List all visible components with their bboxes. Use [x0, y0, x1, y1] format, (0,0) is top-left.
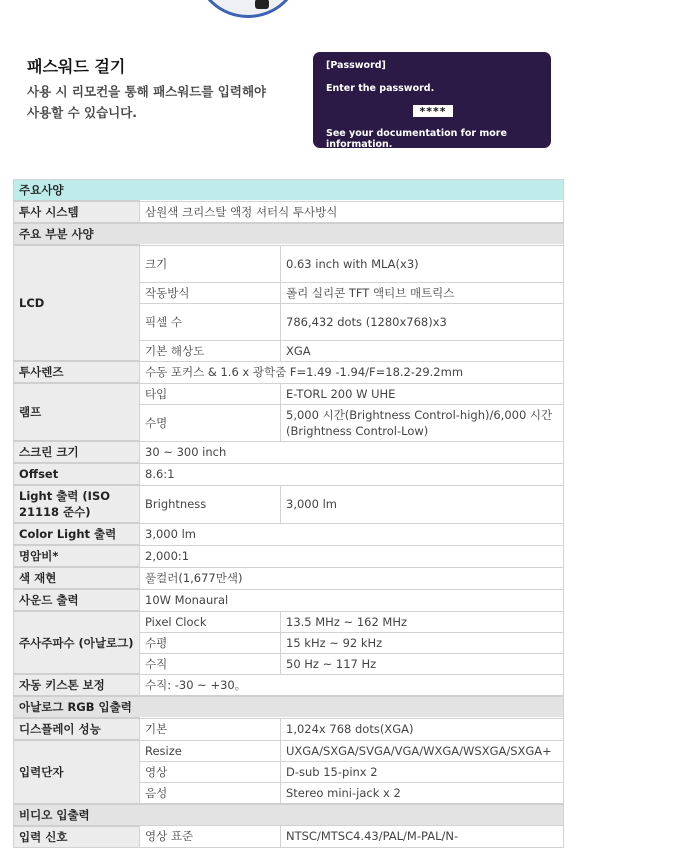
row-value: 15 kHz ~ 92 kHz: [281, 632, 564, 653]
row-value: Stereo mini-jack x 2: [281, 782, 564, 804]
password-screen-masked: ****: [413, 105, 453, 117]
row-value: 3,000 lm: [281, 485, 564, 523]
row-label: 주사주파수 (아날로그): [14, 611, 140, 674]
row-value: 풀컬러(1,677만색): [140, 567, 564, 589]
row-value: D-sub 15-pinx 2: [281, 761, 564, 782]
table-row: [14, 718, 564, 740]
row-sublabel: 타입: [140, 383, 281, 404]
table-row: [14, 740, 564, 761]
section-title: 주요 부분 사양: [14, 223, 564, 245]
row-value: 삼원색 크리스탈 액정 셔터식 투사방식: [140, 201, 564, 223]
password-screen-header: [Password]: [326, 60, 386, 71]
table-row: [14, 245, 564, 282]
spec-section-header: [14, 696, 564, 718]
table-row: [14, 523, 564, 545]
spec-table: [13, 179, 564, 848]
row-label: 자동 키스톤 보정: [14, 674, 140, 696]
row-label: 입력 신호: [14, 826, 140, 848]
row-label: 스크린 크기: [14, 441, 140, 463]
password-screen-prompt: Enter the password.: [326, 83, 435, 94]
row-value: 폴리 실리콘 TFT 액티브 매트릭스: [281, 282, 564, 303]
row-value: 50 Hz ~ 117 Hz: [281, 653, 564, 674]
row-value: 8.6:1: [140, 463, 564, 485]
projector-image: [196, 0, 300, 18]
row-label: 색 재현: [14, 567, 140, 589]
row-label: 디스플레이 성능: [14, 718, 140, 740]
row-value: 786,432 dots (1280x768)x3: [281, 303, 564, 340]
row-value: UXGA/SXGA/SVGA/VGA/WXGA/WSXGA/SXGA+: [281, 740, 564, 761]
table-row: [14, 201, 564, 223]
projector-lens: [255, 0, 269, 9]
spec-section-header: [14, 804, 564, 826]
row-sublabel: 영상: [140, 761, 281, 782]
row-sublabel: 수직: [140, 653, 281, 674]
section-title: 아날로그 RGB 입출력: [14, 696, 564, 718]
table-row: [14, 545, 564, 567]
row-value: XGA: [281, 340, 564, 361]
row-label: Light 출력 (ISO 21118 준수): [14, 485, 140, 523]
row-label: 입력단자: [14, 740, 140, 804]
row-label: LCD: [14, 245, 140, 361]
row-label: 램프: [14, 383, 140, 441]
row-value: 수직: -30 ~ +30。: [140, 674, 564, 696]
row-value: 10W Monaural: [140, 589, 564, 611]
row-sublabel: Resize: [140, 740, 281, 761]
table-row: [14, 485, 564, 523]
table-row: [14, 826, 564, 848]
row-value: 3,000 lm: [140, 523, 564, 545]
row-sublabel: 음성: [140, 782, 281, 804]
table-row: [14, 567, 564, 589]
row-label: 사운드 출력: [14, 589, 140, 611]
table-row: [14, 463, 564, 485]
row-sublabel: 기본 해상도: [140, 340, 281, 361]
row-label: Color Light 출력: [14, 523, 140, 545]
row-value: 2,000:1: [140, 545, 564, 567]
row-sublabel: Brightness: [140, 485, 281, 523]
row-value: 0.63 inch with MLA(x3): [281, 245, 564, 282]
spec-section-header: [14, 180, 564, 202]
row-sublabel: 픽셀 수: [140, 303, 281, 340]
row-value: 1,024x 768 dots(XGA): [281, 718, 564, 740]
spec-main-title: 주요사양: [14, 180, 564, 202]
row-value: 5,000 시간(Brightness Control-high)/6,000 시간(Brightness Control-Low): [281, 404, 564, 441]
table-row: [14, 674, 564, 696]
row-label: 명암비*: [14, 545, 140, 567]
row-label: Offset: [14, 463, 140, 485]
row-value: E-TORL 200 W UHE: [281, 383, 564, 404]
row-value: NTSC/MTSC4.43/PAL/M-PAL/N-: [281, 826, 564, 848]
row-sublabel: 크기: [140, 245, 281, 282]
table-row: [14, 383, 564, 404]
table-row: [14, 589, 564, 611]
row-sublabel: 작동방식: [140, 282, 281, 303]
table-row: [14, 361, 564, 383]
row-sublabel: 영상 표준: [140, 826, 281, 848]
password-screen-image: [313, 52, 551, 148]
spec-section-header: [14, 223, 564, 245]
row-label: 투사 시스템: [14, 201, 140, 223]
row-value: 13.5 MHz ~ 162 MHz: [281, 611, 564, 632]
row-sublabel: Pixel Clock: [140, 611, 281, 632]
table-row: [14, 611, 564, 632]
row-sublabel: 수명: [140, 404, 281, 441]
row-sublabel: 수평: [140, 632, 281, 653]
row-label: 투사렌즈: [14, 361, 140, 383]
table-row: [14, 441, 564, 463]
row-value: 수동 포커스 & 1.6 x 광학줌 F=1.49 -1.94/F=18.2-29.2mm: [140, 361, 564, 383]
row-sublabel: 기본: [140, 718, 281, 740]
password-screen-footer: See your documentation for more information.: [326, 128, 507, 150]
row-value: 30 ~ 300 inch: [140, 441, 564, 463]
password-title: 패스워드 걸기: [27, 57, 126, 76]
section-title: 비디오 입출력: [14, 804, 564, 826]
password-description: 사용 시 리모컨을 통해 패스워드를 입력해야 사용할 수 있습니다.: [27, 84, 267, 120]
